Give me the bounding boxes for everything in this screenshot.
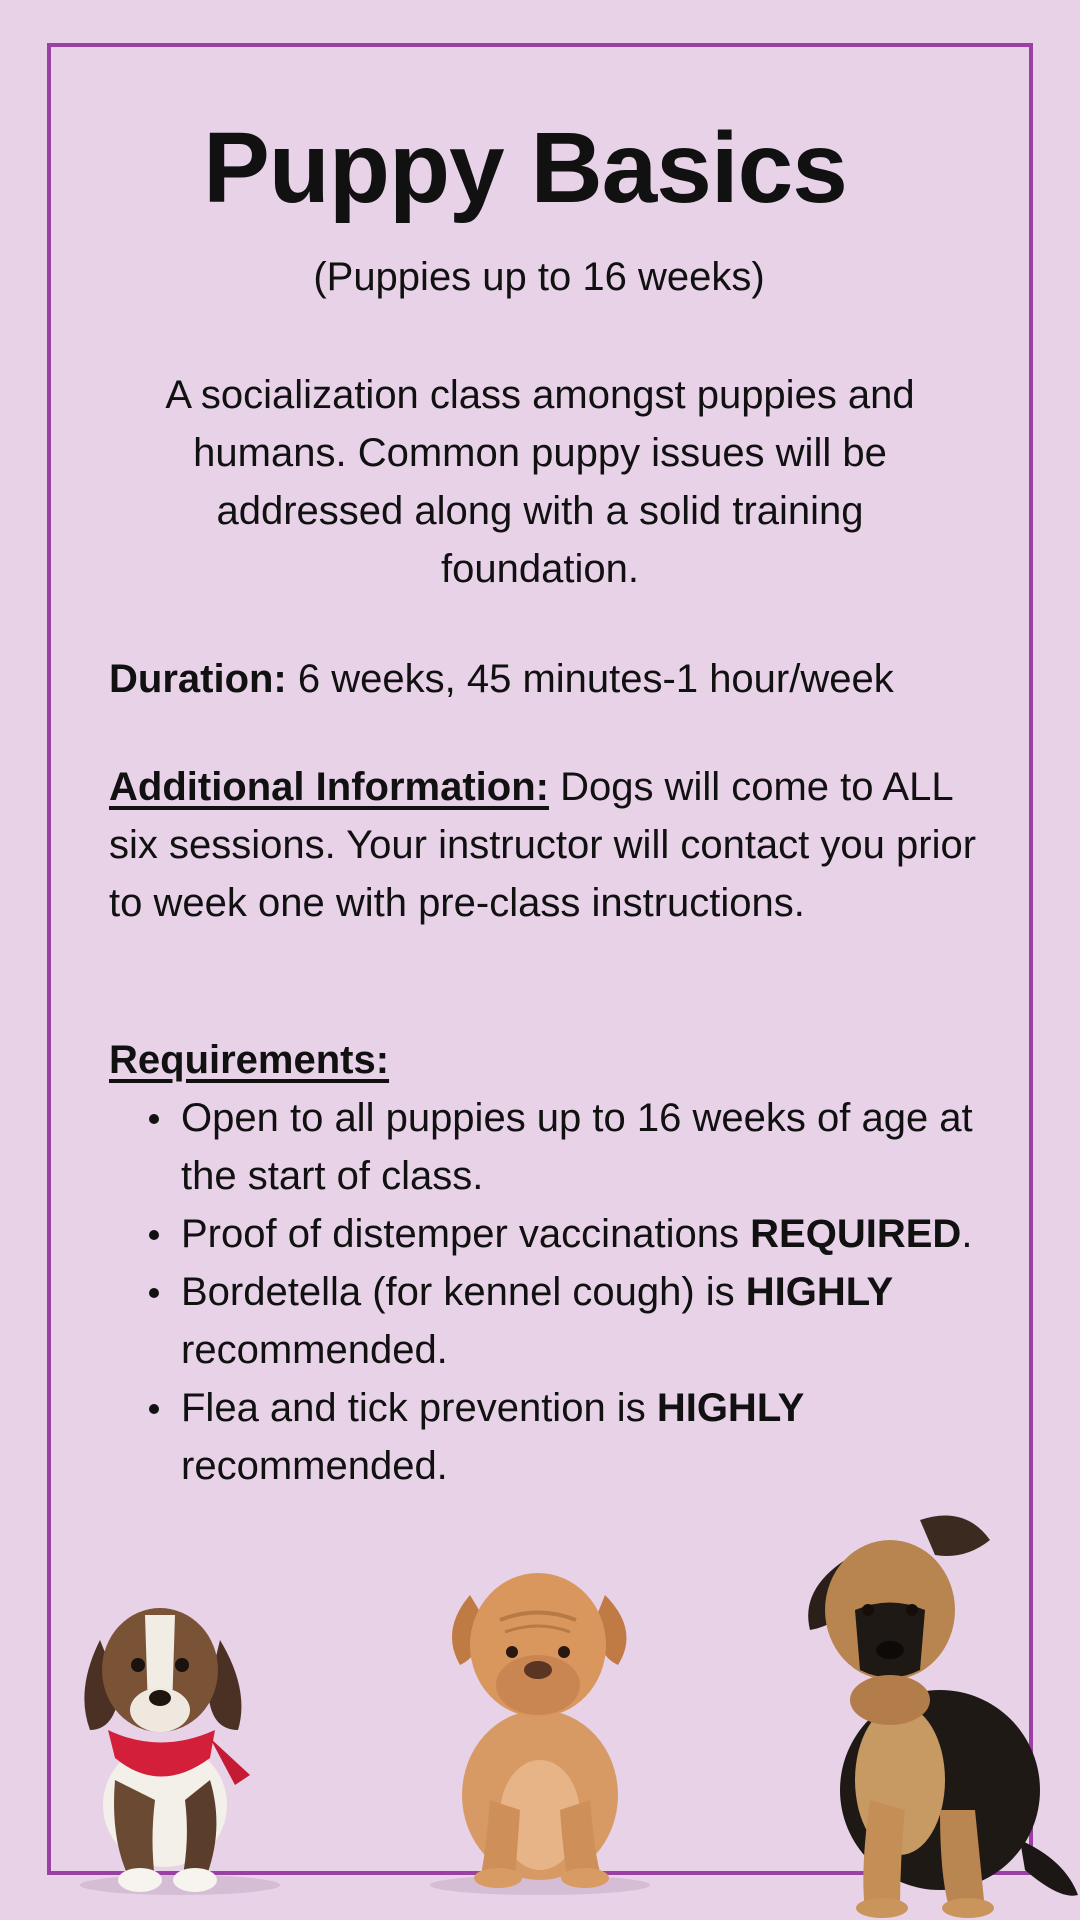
requirement-item [109,1379,989,1495]
requirements-section [109,1031,989,1495]
requirement-emphasis: HIGHLY [656,1386,805,1430]
additional-info-label: Additional Information: [109,765,549,809]
additional-info-section [109,758,989,932]
page-subtitle: (Puppies up to 16 weeks) [313,255,765,299]
requirement-emphasis: HIGHLY [745,1270,894,1314]
requirements-label: Requirements: [109,1038,390,1082]
duration-label: Duration: [109,657,287,701]
german-shepherd-puppy-icon [790,1500,1080,1920]
mastiff-puppy-icon [420,1560,660,1900]
beagle-puppy-icon [60,1580,280,1900]
requirement-item [109,1263,989,1379]
requirements-list [109,1089,989,1495]
requirement-item [109,1205,989,1263]
requirement-text: Flea and tick prevention is [181,1386,657,1430]
additional-info-value: Dogs will come to ALL six sessions. Your instructor will contact you prior to week one with pre-class instructions. [109,765,977,925]
requirement-text: Proof of distemper vaccinations [181,1212,751,1256]
duration-value: 6 weeks, 45 minutes-1 hour/week [286,657,894,701]
requirement-item [109,1089,989,1205]
requirement-text: Open to all puppies up to 16 weeks of age at the start of class. [181,1096,973,1198]
requirement-text: Bordetella (for kennel cough) is [181,1270,746,1314]
class-description: A socialization class amongst puppies and humans. Common puppy issues will be addressed along with a solid training foundation. [165,373,915,591]
requirement-text-end: . [961,1212,973,1256]
requirement-emphasis: REQUIRED [750,1212,962,1256]
requirement-text-end: recommended. [181,1444,448,1488]
page-title: Puppy Basics [203,112,847,224]
duration-section [109,650,989,708]
requirement-text-end: recommended. [181,1328,448,1372]
